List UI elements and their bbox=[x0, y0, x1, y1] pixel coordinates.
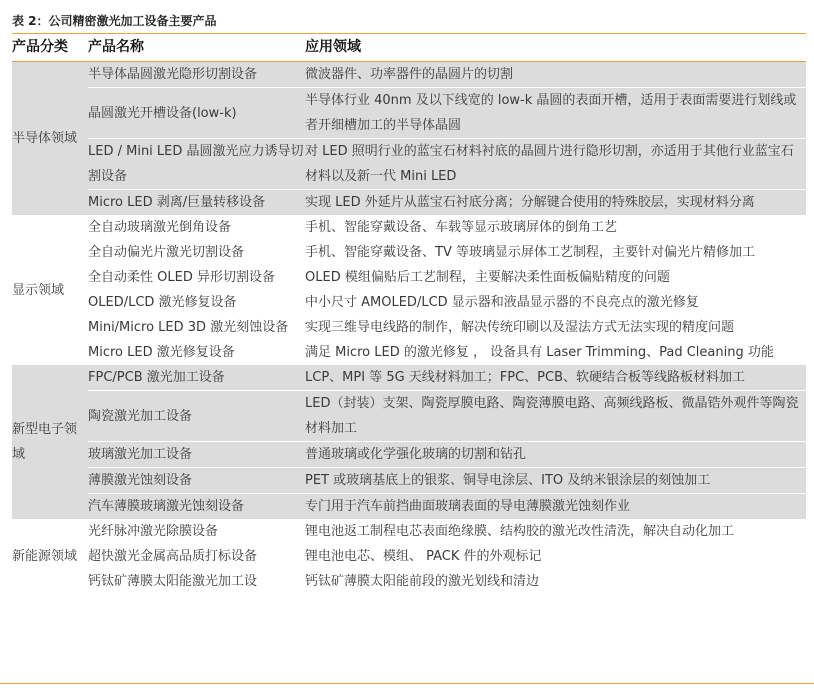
product-application: LED（封装）支架、陶瓷厚膜电路、陶瓷薄膜电路、高频线路板、微晶锆外观件等陶瓷材料加工 bbox=[305, 391, 806, 442]
product-application: OLED 模组偏贴后工艺制程，主要解决柔性面板偏贴精度的问题 bbox=[305, 265, 806, 290]
table-row bbox=[12, 468, 806, 494]
product-application: 中小尺寸 AMOLED/LCD 显示器和液晶显示器的不良亮点的激光修复 bbox=[305, 290, 806, 315]
product-application: 实现 LED 外延片从蓝宝石衬底分离；分解键合使用的特殊胶层，实现材料分离 bbox=[305, 190, 806, 216]
product-name: 超快激光金属高品质打标设备 bbox=[88, 544, 305, 569]
product-application: 半导体行业 40nm 及以下线宽的 low-k 晶圆的表面开槽，适用于表面需要进行划线或者开细槽加工的半导体晶圆 bbox=[305, 88, 806, 139]
product-name: 玻璃激光加工设备 bbox=[88, 442, 305, 468]
product-application: 专门用于汽车前挡曲面玻璃表面的导电薄膜激光蚀刻作业 bbox=[305, 494, 806, 520]
table-row bbox=[12, 265, 806, 290]
header-application: 应用领域 bbox=[305, 34, 806, 62]
product-name: Micro LED 剥离/巨量转移设备 bbox=[88, 190, 305, 216]
product-name: 钙钛矿薄膜太阳能激光加工设 bbox=[88, 569, 305, 594]
product-name: 光纤脉冲激光除膜设备 bbox=[88, 519, 305, 544]
table-row bbox=[12, 88, 806, 139]
table-row bbox=[12, 190, 806, 216]
product-application: 锂电池返工制程电芯表面绝缘膜、结构胶的激光改性清洗，解决自动化加工 bbox=[305, 519, 806, 544]
product-name: 汽车薄膜玻璃激光蚀刻设备 bbox=[88, 494, 305, 520]
product-name: OLED/LCD 激光修复设备 bbox=[88, 290, 305, 315]
product-application: 普通玻璃或化学强化玻璃的切割和钻孔 bbox=[305, 442, 806, 468]
table-row bbox=[12, 139, 806, 190]
table-row bbox=[12, 569, 806, 594]
product-name: 全自动偏光片激光切割设备 bbox=[88, 240, 305, 265]
product-application: PET 或玻璃基底上的银浆、铜导电涂层、ITO 及纳米银涂层的刻蚀加工 bbox=[305, 468, 806, 494]
product-application: 手机、智能穿戴设备、车载等显示玻璃屏体的倒角工艺 bbox=[305, 215, 806, 240]
product-name: 晶圆激光开槽设备(low-k) bbox=[88, 88, 305, 139]
table-row bbox=[12, 391, 806, 442]
category-new-electronics: 新型电子领域 bbox=[12, 365, 88, 519]
table-row bbox=[12, 365, 806, 391]
table-row bbox=[12, 494, 806, 520]
product-application: 锂电池电芯、模组、 PACK 件的外观标记 bbox=[305, 544, 806, 569]
product-application: LCP、MPI 等 5G 天线材料加工；FPC、PCB、软硬结合板等线路板材料加工 bbox=[305, 365, 806, 391]
header-category: 产品分类 bbox=[12, 34, 88, 62]
table-row bbox=[12, 544, 806, 569]
product-application: 实现三维导电线路的制作，解决传统印刷以及湿法方式无法实现的精度问题 bbox=[305, 315, 806, 340]
category-new-energy: 新能源领域 bbox=[12, 519, 88, 594]
product-application: 手机、智能穿戴设备、TV 等玻璃显示屏体工艺制程，主要针对偏光片精修加工 bbox=[305, 240, 806, 265]
product-application: 满足 Micro LED 的激光修复 ， 设备具有 Laser Trimming、Pad Cleaning 功能 bbox=[305, 340, 806, 365]
product-name: 陶瓷激光加工设备 bbox=[88, 391, 305, 442]
product-application: 微波器件、功率器件的晶圆片的切割 bbox=[305, 62, 806, 88]
product-name: 全自动柔性 OLED 异形切割设备 bbox=[88, 265, 305, 290]
product-name: 全自动玻璃激光倒角设备 bbox=[88, 215, 305, 240]
bottom-rule bbox=[0, 683, 814, 684]
product-name: 薄膜激光蚀刻设备 bbox=[88, 468, 305, 494]
header-row bbox=[12, 34, 806, 62]
table-caption: 表 2：公司精密激光加工设备主要产品 bbox=[12, 14, 217, 28]
product-name: Mini/Micro LED 3D 激光刻蚀设备 bbox=[88, 315, 305, 340]
table-row bbox=[12, 340, 806, 365]
table-row bbox=[12, 62, 806, 88]
product-application: 对 LED 照明行业的蓝宝石材料衬底的晶圆片进行隐形切割，亦适用于其他行业蓝宝石材料以及新一代 Mini LED bbox=[305, 139, 806, 190]
category-display: 显示领域 bbox=[12, 215, 88, 365]
table-row bbox=[12, 215, 806, 240]
table-row bbox=[12, 315, 806, 340]
category-semiconductor: 半导体领域 bbox=[12, 62, 88, 216]
product-name: 半导体晶圆激光隐形切割设备 bbox=[88, 62, 305, 88]
header-name: 产品名称 bbox=[88, 34, 305, 62]
table-row bbox=[12, 442, 806, 468]
table-row bbox=[12, 290, 806, 315]
product-name: Micro LED 激光修复设备 bbox=[88, 340, 305, 365]
product-name: LED / Mini LED 晶圆激光应力诱导切割设备 bbox=[88, 139, 305, 190]
product-application: 钙钛矿薄膜太阳能前段的激光划线和清边 bbox=[305, 569, 806, 594]
table-row bbox=[12, 240, 806, 265]
product-table bbox=[12, 33, 806, 594]
product-name: FPC/PCB 激光加工设备 bbox=[88, 365, 305, 391]
table-row bbox=[12, 519, 806, 544]
